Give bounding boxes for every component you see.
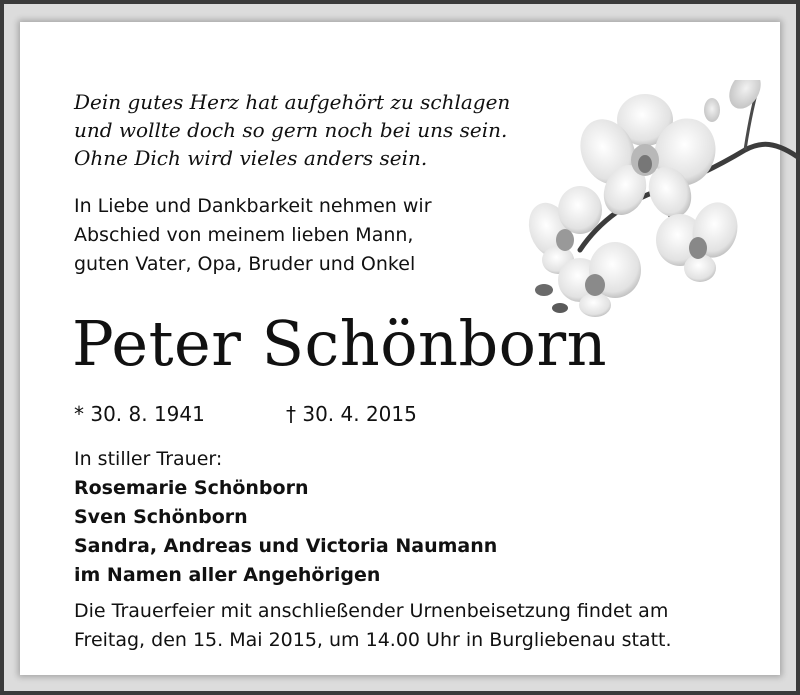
mourner-name: im Namen aller Angehörigen <box>74 564 381 586</box>
intro-line: Abschied von meinem lieben Mann, <box>74 224 414 246</box>
deceased-name: Peter Schönborn <box>72 307 608 380</box>
notice-line: Freitag, den 15. Mai 2015, um 14.00 Uhr in Burgliebenau statt. <box>74 629 672 651</box>
intro-line: In Liebe und Dankbarkeit nehmen wir <box>74 195 432 217</box>
mourner-name: Sandra, Andreas und Victoria Naumann <box>74 535 498 557</box>
mourner-name: Rosemarie Schönborn <box>74 477 309 499</box>
death-date: † 30. 4. 2015 <box>286 402 417 426</box>
mourner-name: Sven Schönborn <box>74 506 248 528</box>
obituary-card <box>20 22 780 675</box>
poem-line: Dein gutes Herz hat aufgehört zu schlagen <box>74 90 511 114</box>
poem-line: Ohne Dich wird vieles anders sein. <box>74 146 428 170</box>
mourners-heading: In stiller Trauer: <box>74 448 223 470</box>
memorial-poem <box>74 88 510 172</box>
mourners-list <box>74 445 497 590</box>
farewell-intro <box>74 192 432 279</box>
notice-line: Die Trauerfeier mit anschließender Urnenbeisetzung findet am <box>74 600 669 622</box>
funeral-notice <box>74 597 672 655</box>
orchid-branch-image <box>520 80 800 320</box>
birth-date: * 30. 8. 1941 <box>74 402 205 426</box>
poem-line: und wollte doch so gern noch bei uns sein. <box>74 118 508 142</box>
intro-line: guten Vater, Opa, Bruder und Onkel <box>74 253 416 275</box>
life-dates <box>74 400 417 428</box>
